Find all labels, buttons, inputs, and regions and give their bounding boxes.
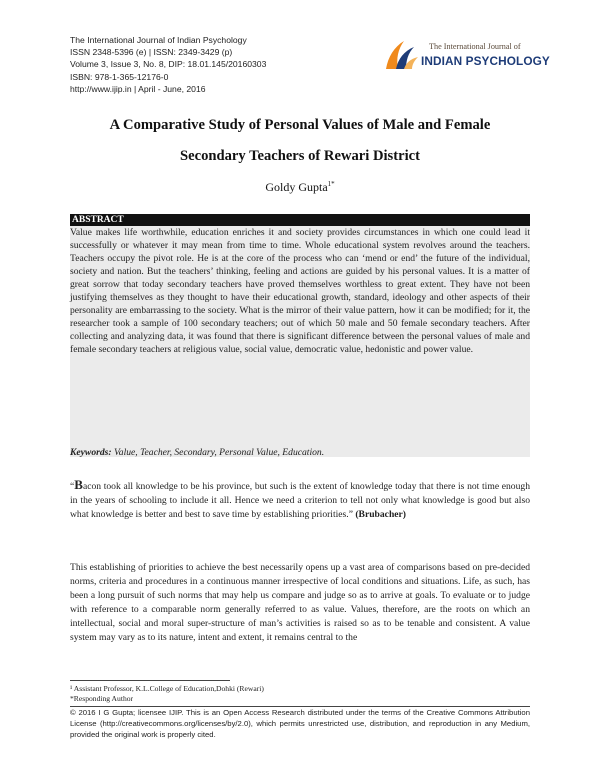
footnote-responding-author: *Responding Author xyxy=(70,693,134,703)
quote-open-mark: “ xyxy=(70,481,75,492)
quote-source: (Brubacher) xyxy=(355,509,406,520)
keywords-label: Keywords: xyxy=(70,447,112,458)
journal-url-date: http://www.ijip.in | April - June, 2016 xyxy=(70,83,206,94)
keywords-text: Value, Teacher, Secondary, Personal Value, Education. xyxy=(113,447,325,458)
paper-title-line-1: A Comparative Study of Personal Values of Male and Female xyxy=(109,117,491,133)
body-paragraph: This establishing of priorities to achieve the best necessarily opens up a vast area of comparisons based on pre-decided norms, criteria and procedures in a continuous manner irrespective of local conditions and situations. Life, as such, has been a long pursuit of such norms that may help us compare and judge so as to arrive at goals. To evaluate or to judge with reference to a comparable norm generally referred to as value. Values, therefore, are the roots on which an intellectual, social and moral super-structure of man’s activities is raised so as to be tenable and consistent. A value system may vary as to its nature, intent and extent, it remains central to the xyxy=(70,562,530,643)
author-mark: 1* xyxy=(327,180,335,188)
license-text: © 2016 I G Gupta; licensee IJIP. This is an Open Access Research distributed under the terms of the Creative Commons Attribution License (http://creativecommons.org/licenses/by/2.0), which permits unrestricted use, distribution, and reproduction in any Medium, provided the original work is properly cited. xyxy=(70,708,530,740)
quote-text: acon took all knowledge to be his province, but such is the extent of knowledge today that there is not time enough in the years of schooling to include it all. Hence we need a criterion to tell not only what knowledge is good but also what knowledge is better and best to save time by establishing priorities.” xyxy=(70,481,530,520)
footnote-affiliation: ¹ Assistant Professor, K.L.College of Education,Dohki (Rewari) xyxy=(70,684,264,693)
journal-info xyxy=(70,34,266,95)
journal-name: The International Journal of Indian Psychology xyxy=(70,35,247,45)
author-name: Goldy Gupta xyxy=(265,180,328,194)
footnote-divider xyxy=(70,680,230,681)
journal-issn: ISSN 2348-5396 (e) | ISSN: 2349-3429 (p) xyxy=(70,47,233,58)
journal-volume: Volume 3, Issue 3, No. 8, DIP: 18.01.145/20160303 xyxy=(70,59,267,70)
abstract-text: Value makes life worthwhile, education enriches it and society provides circumstances in which one could lead it successfully or whatever it may mean from time to time. Whole educational system revolves around the teachers. Teachers occupy the pivot role. He is at the core of the process who can ‘mend or end’ the future of the individual, society and nation. But the teachers’ thinking, feeling and actions are guided by his personal values. It is a matter of great sorrow that today secondary teachers have proved themselves worthless to great extent. They have not been justifying themselves as they thought to have their educational growth, standard, ideology and other aspects of their personality are embarrassing to the society. What is the mirror of their value pattern, how it can be modified; for it, the researcher took a sample of 100 secondary teachers; out of which 50 male and 50 female secondary teachers. After collecting and analyzing data, it was found that there is significant difference between the personal values of male and female secondary teachers at religious value, social value, democratic value, hedonistic and power value. xyxy=(70,227,530,355)
journal-logo xyxy=(384,34,550,74)
keywords xyxy=(70,447,530,458)
epigraph-quote xyxy=(70,478,530,522)
abstract-heading: ABSTRACT xyxy=(70,214,530,226)
paper-title-line-2: Secondary Teachers of Rewari District xyxy=(180,148,420,164)
logo-big-text: INDIAN PSYCHOLOGY xyxy=(421,54,550,68)
quote-dropcap: B xyxy=(74,477,83,492)
footnotes xyxy=(70,684,530,703)
author-line xyxy=(0,180,600,195)
logo-small-text: The International Journal of xyxy=(429,42,521,51)
journal-logo-icon xyxy=(384,37,420,71)
abstract-box xyxy=(70,214,530,457)
journal-isbn: ISBN: 978-1-365-12176-0 xyxy=(70,71,169,82)
